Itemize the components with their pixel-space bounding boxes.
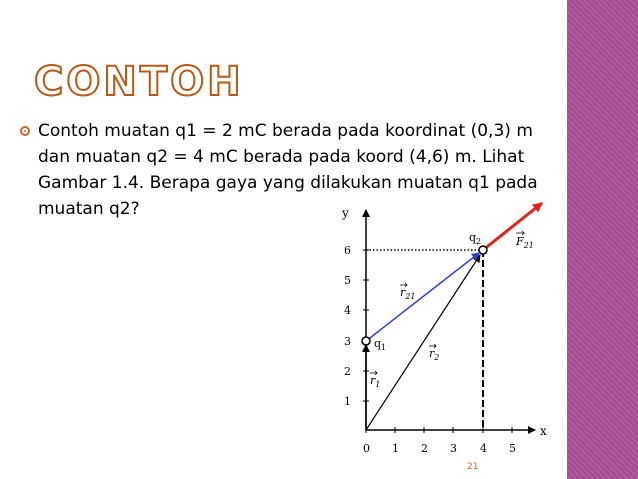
svg-text:q1 — [374, 337, 386, 352]
q2-label: q — [469, 231, 477, 244]
coordinate-diagram — [330, 195, 560, 465]
page-number: 21 — [467, 462, 479, 472]
y-tick-label-5: 5 — [344, 274, 351, 287]
x-tick-label-5: 5 — [509, 442, 516, 455]
f21-label: F — [516, 235, 524, 248]
x-tick-label-4: 4 — [480, 442, 487, 455]
x-axis-label: x — [540, 424, 547, 438]
r21-vector — [366, 253, 479, 341]
svg-text:r1 — [370, 374, 380, 389]
bullet-text: Contoh muatan q1 = 2 mC berada pada koordinat (0,3) m dan muatan q2 = 4 mC berada pada koord (4,6) m. Lihat Gambar 1.4. Berapa gaya yang dilakukan muatan q1 pada muatan q2? — [38, 121, 538, 219]
y-tick-label-3: 3 — [344, 335, 351, 348]
y-tick-label-4: 4 — [344, 304, 351, 317]
r2-label: r — [429, 347, 435, 360]
circle-bullet-icon — [20, 126, 30, 136]
slide-title: CONTOH — [34, 59, 244, 105]
x-tick-label-3: 3 — [450, 442, 457, 455]
decorative-side-bar — [567, 0, 638, 479]
r1-sub: 1 — [375, 380, 381, 389]
svg-text:F21 — [515, 235, 534, 250]
svg-text:r2 — [429, 347, 439, 362]
q2-point — [479, 246, 487, 254]
svg-text:r21 — [400, 286, 415, 301]
q1-point — [362, 337, 370, 345]
svg-text:q2 — [469, 231, 481, 246]
q1-label: q — [374, 337, 382, 350]
r21-sub: 21 — [405, 292, 416, 301]
r1-label: r — [370, 374, 376, 387]
y-axis-label: y — [342, 206, 349, 220]
y-tick-label-6: 6 — [344, 244, 351, 257]
y-tick-label-1: 1 — [344, 395, 351, 408]
r2-sub: 2 — [434, 353, 440, 362]
x-tick-label-2: 2 — [421, 442, 428, 455]
q2-sub: 2 — [476, 237, 482, 246]
y-tick-label-2: 2 — [344, 365, 351, 378]
x-tick-label-0: 0 — [363, 442, 370, 455]
q1-sub: 1 — [381, 343, 387, 352]
f21-sub: 21 — [523, 241, 534, 250]
x-tick-label-1: 1 — [392, 442, 399, 455]
r21-label: r — [400, 286, 406, 299]
